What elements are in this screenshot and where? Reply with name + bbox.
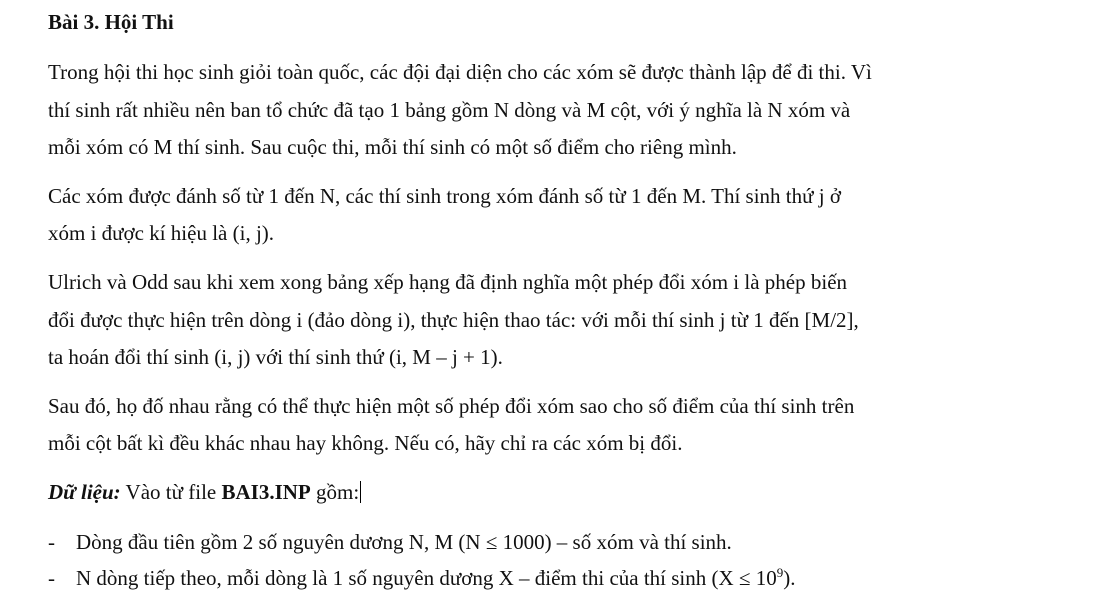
problem-title: Bài 3. Hội Thi [48,10,174,34]
paragraph-4-line-1: Sau đó, họ đố nhau rằng có thể thực hiện một số phép đổi xóm sao cho số điểm của thí sinh trên [48,394,855,418]
input-data-label: Dữ liệu: [48,480,121,504]
paragraph-1-line-2: thí sinh rất nhiều nên ban tổ chức đã tạo 1 bảng gồm N dòng và M cột, với ý nghĩa là N xóm và [48,98,851,122]
input-filename: BAI3.INP [221,480,311,504]
paragraph-2-line-1: Các xóm được đánh số từ 1 đến N, các thí sinh trong xóm đánh số từ 1 đến M. Thí sinh thứ j ở [48,184,841,208]
bullet-item-2-superscript: 9 [776,565,784,580]
bullet-item-2-text: N dòng tiếp theo, mỗi dòng là 1 số nguyên dương X – điểm thi của thí sinh (X ≤ 10 [76,566,777,590]
bullet-dash: - [48,530,55,554]
paragraph-3-line-3: ta hoán đổi thí sinh (i, j) với thí sinh thứ (i, M – j + 1). [48,345,503,369]
paragraph-1-line-1: Trong hội thi học sinh giỏi toàn quốc, các đội đại diện cho các xóm sẽ được thành lập để đi thi. Vì [48,60,872,84]
bullet-dash: - [48,566,55,590]
paragraph-3-line-1: Ulrich và Odd sau khi xem xong bảng xếp hạng đã định nghĩa một phép đổi xóm i là phép biến [48,270,848,294]
input-data-line [48,480,361,505]
bullet-item-1-text: Dòng đầu tiên gồm 2 số nguyên dương N, M (N ≤ 1000) – số xóm và thí sinh. [76,530,732,554]
text-cursor [360,481,361,503]
input-data-text-before: Vào từ file [120,480,222,504]
bullet-item-2 [48,566,795,591]
bullet-item-1 [48,530,732,555]
paragraph-2-line-2: xóm i được kí hiệu là (i, j). [48,221,275,245]
paragraph-4-line-2: mỗi cột bất kì đều khác nhau hay không. Nếu có, hãy chỉ ra các xóm bị đổi. [48,431,683,455]
bullet-item-2-text-end: ). [783,566,796,590]
paragraph-3-line-2: đổi được thực hiện trên dòng i (đảo dòng i), thực hiện thao tác: với mỗi thí sinh j từ 1 đến [M/2], [48,308,859,332]
paragraph-1-line-3: mỗi xóm có M thí sinh. Sau cuộc thi, mỗi thí sinh có một số điểm cho riêng mình. [48,135,737,159]
input-data-text-after: gồm: [310,480,360,504]
